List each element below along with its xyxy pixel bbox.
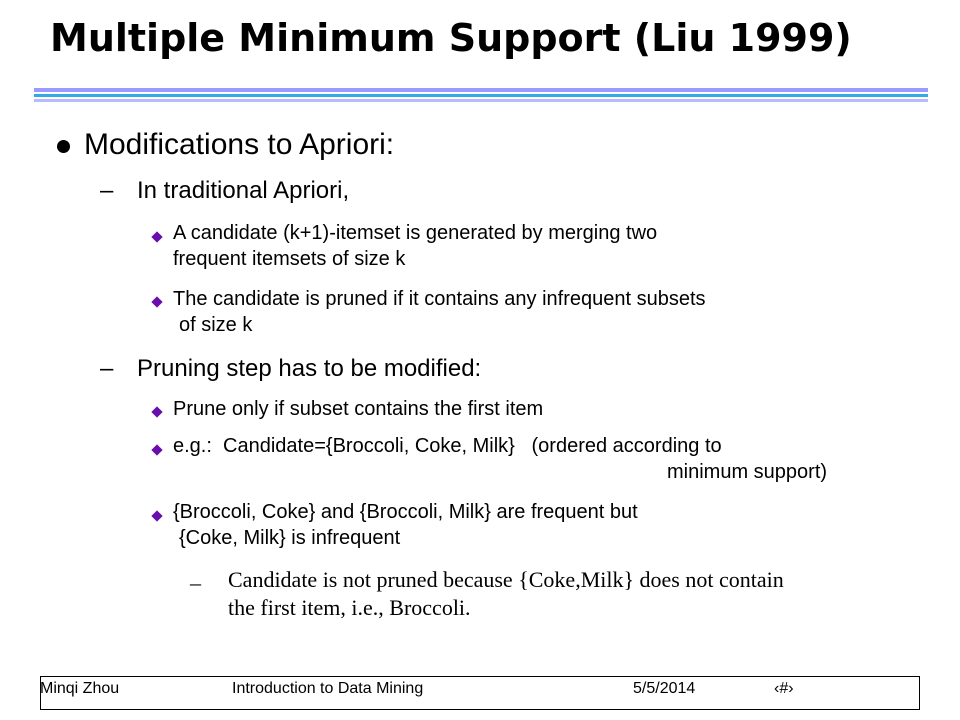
note-not-pruned xyxy=(228,566,784,622)
diamond-bullet-icon xyxy=(151,296,162,307)
sub-bullet-pruning: Pruning step has to be modified: xyxy=(137,355,482,382)
item-example-candidate xyxy=(173,433,827,485)
bullet-modifications: Modifications to Apriori: xyxy=(84,128,395,161)
title-rule-top xyxy=(34,88,928,92)
footer-course: Introduction to Data Mining xyxy=(232,680,424,697)
diamond-bullet-icon xyxy=(151,510,162,521)
footer-date: 5/5/2014 xyxy=(633,680,696,697)
item-prune-only: Prune only if subset contains the first item xyxy=(173,398,544,420)
item-line: e.g.: Candidate={Broccoli, Coke, Milk} (ordered according to xyxy=(173,435,722,457)
item-line: The candidate is pruned if it contains any infrequent subsets xyxy=(173,288,706,310)
item-line: minimum support) xyxy=(667,461,828,483)
bullet-dot-icon xyxy=(57,140,70,153)
sub-bullet-traditional: In traditional Apriori, xyxy=(137,177,350,204)
title-rule-bottom xyxy=(34,99,928,102)
dash-icon: – xyxy=(100,355,114,382)
item-line: {Broccoli, Coke} and {Broccoli, Milk} are frequent but xyxy=(173,501,638,523)
item-line: {Coke, Milk} is infrequent xyxy=(179,527,401,549)
item-candidate-generation xyxy=(173,220,657,272)
note-line: the first item, i.e., Broccoli. xyxy=(228,595,471,620)
item-line: of size k xyxy=(179,314,253,336)
dash-icon: – xyxy=(190,570,201,595)
diamond-bullet-icon xyxy=(151,231,162,242)
dash-icon: – xyxy=(100,177,114,204)
title-rule-middle xyxy=(34,94,928,97)
diamond-bullet-icon xyxy=(151,406,162,417)
diamond-bullet-icon xyxy=(151,444,162,455)
slide-title: Multiple Minimum Support (Liu 1999) xyxy=(50,16,852,60)
footer-page-number: ‹#› xyxy=(774,680,794,697)
item-candidate-pruned xyxy=(173,286,706,338)
item-frequent-sets xyxy=(173,499,638,551)
item-line: frequent itemsets of size k xyxy=(173,248,406,270)
item-line: A candidate (k+1)-itemset is generated by merging two xyxy=(173,222,658,244)
footer-author: Minqi Zhou xyxy=(40,680,120,697)
note-line: Candidate is not pruned because {Coke,Milk} does not contain xyxy=(228,567,784,592)
